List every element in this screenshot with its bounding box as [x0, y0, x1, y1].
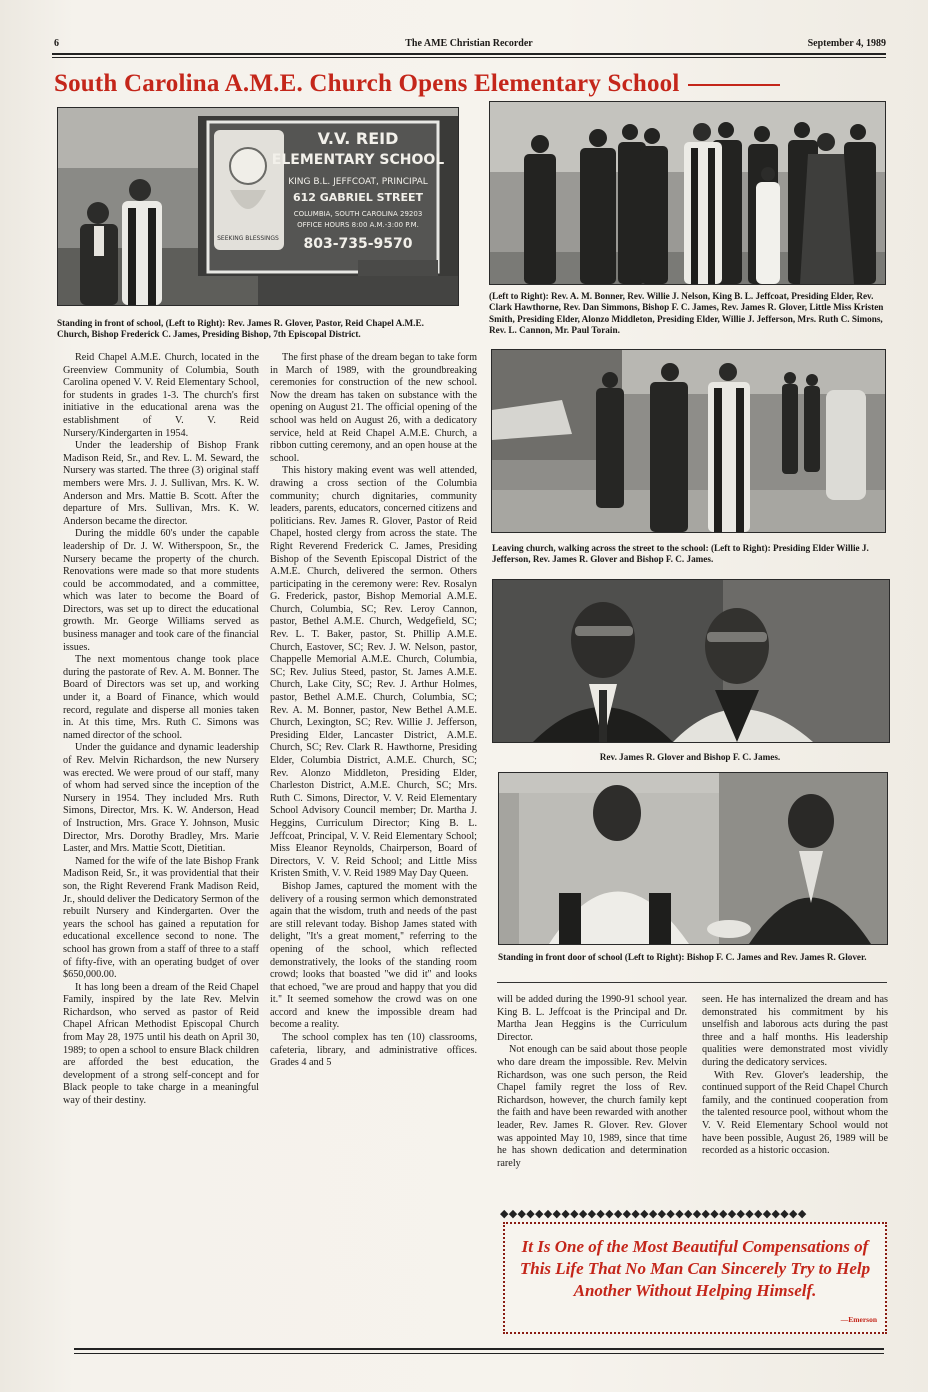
paragraph: With Rev. Glover's leadership, the continued support of the Reid Chapel Church family, and the continued cooperation from the talented resource pool, without whom the V. V. Reid Elementary School would not have been possible, August 26, 1989 will be recorded as a historic occasion. [702, 1069, 888, 1157]
header-rule-thin [52, 57, 886, 58]
article-column-2 [270, 352, 477, 1360]
sign-line-5: COLUMBIA, SOUTH CAROLINA 29203 [293, 210, 423, 218]
headline-underline [688, 84, 780, 86]
quote-author: —Emerson [840, 1315, 877, 1324]
caption-photo-4: Rev. James R. Glover and Bishop F. C. James. [599, 752, 781, 762]
headline [54, 70, 884, 102]
photo-leaving-church [491, 349, 886, 533]
paragraph: It has long been a dream of the Reid Chapel Family, inspired by the late Rev. Melvin Richardson, who served as pastor of Reid Chapel African Methodist Episcopal Church from May 28, 1975 until his death on April 30, 1989; to open a school to ensure Black children are afforded the best education, the development of a strong self-concept and for Black people to take charge in a meaningful way of their destiny. [63, 981, 259, 1107]
issue-date: September 4, 1989 [807, 38, 886, 49]
paragraph: will be added during the 1990-91 school year. King B. L. Jeffcoat is the Principal and Dr. Martha Jean Heggins is the Curriculum Director. [497, 994, 687, 1043]
paragraph: Under the leadership of Bishop Frank Madison Reid, Sr., and Rev. L. M. Seward, the Nursery was started. The three (3) original staff members were Mrs. J. J. Sullivan, Mrs. K. W. Anderson and Mrs. Mattie B. Scott. After the departure of Mrs. Sullivan, Mrs. K. W. Anderson became the director. [63, 440, 259, 527]
caption-rule [497, 982, 887, 983]
photo-group [489, 101, 886, 285]
paragraph: The school complex has ten (10) classrooms, cafeteria, library, and administrative offices. Grades 4 and 5 [270, 1032, 477, 1069]
caption-photo-1: Standing in front of school, (Left to Right): Rev. James R. Glover, Pastor, Reid Chapel A.M.E. Church, Bishop Frederick C. James, Presiding Bishop, 7th Episcopal District. [57, 318, 424, 340]
paragraph: Not enough can be said about those people who dare dream the impossible. Rev. Melvin Richardson, was one such person, the Reid Chapel family regret the loss of Rev. Richardson, however, the church family kept the faith and have been rewarded with another leader, Rev. James R. Glover. Rev. Glover was appointed May 10, 1989, since that time he has shown dedication and determination rarely [497, 1044, 687, 1169]
paragraph: seen. He has internalized the dream and has demonstrated his commitment by his unselfish and laborous acts during the past three and a half months. His leadership qualities were demonstrated most vividly during the dedicatory services. [702, 994, 888, 1068]
photo-glover-james [492, 579, 890, 743]
paragraph: The next momentous change took place during the pastorate of Rev. A. M. Bonner. The Board of Directors was set up, and working under it, a Board of Finance, which would record, regulate and disperse all monies taken in. At this time, Mrs. Ruth C. Simons was named director of the school. [63, 654, 259, 741]
footer-rule [74, 1348, 884, 1350]
footer-rule-thin [74, 1353, 884, 1354]
paragraph: Bishop James, captured the moment with the delivery of a rousing sermon which demonstrated again that the wisdom, truth and needs of the past are still relevant today. Bishop James stated with delight, ''It's a great moment,'' referring to the opening of the school, which reflected demonstratively, the looks of the standing room crowd; looks that boasted ''we did it'' and looks that echoed, ''we are proud and happy that you did it.'' It seemed somehow the crowd was on one accord and knew the impossible dream had become a reality. [270, 880, 477, 1031]
sign-line-2: ELEMENTARY SCHOOL [271, 152, 445, 168]
photo-front-door [498, 772, 888, 945]
sign-logo-text: SEEKING BLESSINGS [217, 235, 279, 242]
paragraph: The first phase of the dream began to take form in March of 1989, with the groundbreaking ceremonies for construction of the new school. Now the dream has taken on substance with the opening on August 21. The official opening of the school was held on August 26, with a dedicatory service, held at Reid Chapel A.M.E. Church, a ribbon cutting ceremony, and an open house at the school. [270, 352, 477, 464]
caption-photo-3: Leaving church, walking across the street to the school: (Left to Right): Presiding Elder Willie J. Jefferson, Rev. James R. Glover and Bishop F. C. James. [492, 543, 869, 565]
sign-line-4: 612 GABRIEL STREET [292, 191, 424, 204]
paragraph: This history making event was well attended, drawing a cross section of the Columbia community; church dignitaries, community leaders, parents, educators, concerned citizens and politicians. Rev. James R. Glover, Pastor of Reid Chapel, hosted clergy from across the state. The Right Reverend Frederick C. James, Presiding Bishop of the Seventh Episcopal District of the A.M.E. Church, delivered the sermon. Others participating in the ceremony were: Rev. Rosalyn G. Frederick, pastor, Bishop Memorial A.M.E. Church, Columbia, SC; Rev. Leroy Cannon, pastor, Bethel A.M.E. Church, Wedgefield, SC; Rev. L. T. Baker, pastor, St. Phillip A.M.E. Church, Eastover, SC; Rev. J. W. Nelson, pastor, Chappelle Memorial A.M.E. Church, Columbia, SC; Rev. Julius Steed, pastor, St. James A.M.E. Church, Lake City, SC; Rev. J. Arthur Holmes, pastor, Bethel A.M.E. Church, Columbia, SC; Rev. A. M. Bonner, pastor, New Bethel A.M.E. Church, Lexington, SC; Rev. Willie J. Jefferson, Presiding Elder, Lancaster District, A.M.E. Church, SC; Rev. Clark R. Hawthorne, Presiding Elder, Columbia District, A.M.E. Church, SC; Rev. Alonzo Middleton, Presiding Elder, Charleston District, A.M.E. Church, SC; Mrs. Ruth C. Simons, Director, V. V. Reid Elementary School Advisory Council member; Dr. Martha J. Heggins, Curriculum Director; King B. L. Jeffcoat, Principal, V. V. Reid Elementary School; Miss Eleanor Reynolds, Chairperson, Board of Directors, V. V. Reid School; and Little Miss Kristen Smith, V. V. Reid 1989 May Day Queen. [270, 465, 477, 880]
quote-box [503, 1222, 887, 1334]
page-header [52, 38, 886, 54]
paragraph: During the middle 60's under the capable leadership of Dr. J. W. Witherspoon, Sr., the Nursery became the property of the church. Renovations were made so that more students could be accommodated, and a committee, which was later to become the Board of Directors, was set up to direct the educational growth. Mr. George Williams served as business manager and took care of the financial issues. [63, 528, 259, 653]
article-column-4 [702, 994, 888, 1194]
quote-text: It Is One of the Most Beautiful Compensations of This Life That No Man Can Sincerely Try to Help Another Without Helping Himself. [519, 1237, 871, 1300]
sign-line-3: KING B.L. JEFFCOAT, PRINCIPAL [288, 177, 428, 187]
ornament-border: ◆◆◆◆◆◆◆◆◆◆◆◆◆◆◆◆◆◆◆◆◆◆◆◆◆◆◆◆◆◆◆◆◆◆◆ [500, 1208, 807, 1220]
article-column-3 [497, 994, 687, 1194]
caption-photo-2: (Left to Right): Rev. A. M. Bonner, Rev. Willie J. Nelson, King B. L. Jeffcoat, Presiding Elder, Rev. Clark Hawthorne, Rev. Dan Simmons, Bishop F. C. James, Rev. James R. Glover, Little Miss Kristen Smith, Presiding Elder, Alonzo Middleton, Presiding Elder, Willie J. Jefferson, Mrs. Ruth C. Simons, Rev. L. Cannon, Mr. Paul Torain. [489, 291, 884, 336]
paragraph: Named for the wife of the late Bishop Frank Madison Reid, Sr., it was providential that their son, the Right Reverend Frank Madison Reid, Jr., should deliver the Dedicatory Sermon of the rebuilt Nursery and Kindergarten. Over the years the school has gained a reputation for educational excellence second to none. The school has grown from a staff of three to a staff of fifty-five, with an operating budget of over $650,000.00. [63, 855, 259, 981]
header-rule [52, 53, 886, 55]
sign-phone: 803-735-9570 [303, 236, 413, 252]
sign-line-1: V.V. REID [317, 129, 399, 148]
article-column-1 [63, 352, 259, 1360]
photo-school-sign [57, 107, 459, 306]
paragraph: Under the guidance and dynamic leadership of Rev. Melvin Richardson, the new Nursery was erected. We were proud of our staff, many of whom had served since the inception of the Nursery in 1954. They included Mrs. Ruth Simons, Director, Mrs. K. W. Anderson, Head of Instruction, Mrs. Grace Y. Johnson, Music Director, Mrs. Dorothy Bradley, Mrs. Marie Laster, and Mrs. Mattie Scott, Dietitian. [63, 742, 259, 855]
paragraph: Reid Chapel A.M.E. Church, located in the Greenview Community of Columbia, South Carolina opened V. V. Reid Elementary School, for students in grades 1-3. The church's first initiative in the educational arena was the establishment of V. V. Reid Nursery/Kindergarten in 1954. [63, 352, 259, 439]
sign-line-6: OFFICE HOURS 8:00 A.M.-3:00 P.M. [297, 221, 419, 229]
publication-name: The AME Christian Recorder [405, 38, 533, 49]
caption-photo-5: Standing in front door of school (Left to Right): Bishop F. C. James and Rev. James R. Glover. [498, 952, 867, 962]
headline-text: South Carolina A.M.E. Church Opens Elementary School [54, 70, 680, 97]
page-number: 6 [54, 38, 59, 49]
